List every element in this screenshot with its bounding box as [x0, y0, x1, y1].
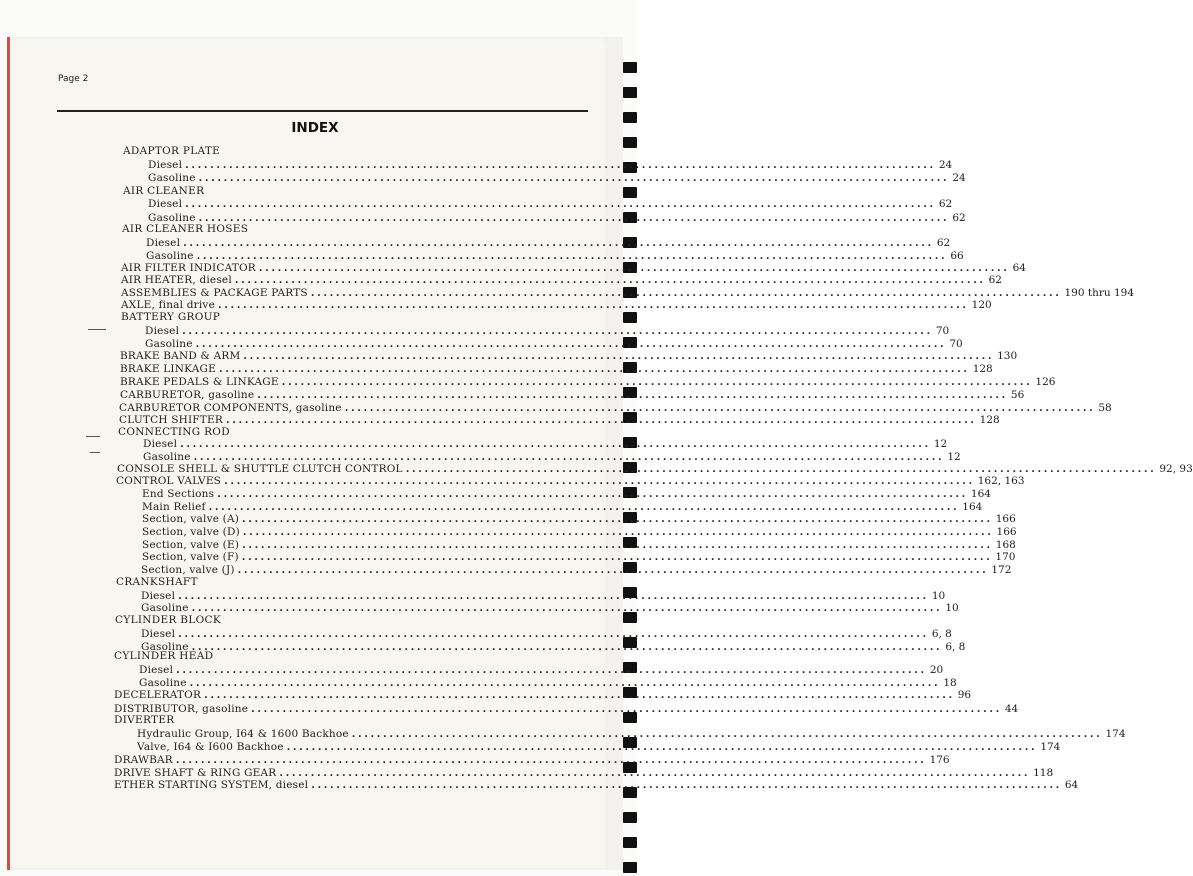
binding-hole	[623, 112, 637, 123]
entry-label: CLUTCH SHIFTER	[119, 414, 223, 426]
index-entry	[120, 363, 993, 375]
dot-leader: ........................................................................................................................	[258, 262, 1010, 274]
index-entry	[141, 602, 959, 614]
entry-label: Section, valve (A)	[142, 513, 240, 525]
entry-page-number: 190 thru 194	[1064, 287, 1135, 299]
entry-label: Gasoline	[141, 602, 189, 614]
dot-leader: ........................................................................................................................	[281, 376, 1033, 388]
index-entry	[141, 590, 946, 602]
entry-label: Diesel	[143, 438, 178, 450]
entry-label: DRIVE SHAFT & RING GEAR	[114, 767, 277, 779]
entry-label: Section, valve (E)	[142, 539, 240, 551]
entry-label: AXLE, final drive	[121, 299, 215, 311]
dot-leader: ........................................................................................................................	[225, 414, 977, 426]
header-rule	[57, 110, 588, 112]
dot-leader: ........................................................................................................................	[242, 513, 993, 525]
index-entry	[139, 664, 944, 676]
dot-leader: ........................................................................................................................	[198, 172, 950, 184]
index-entry	[116, 475, 1025, 487]
dot-leader: ........................................................................................................................	[180, 438, 931, 450]
entry-label: Section, valve (F)	[142, 551, 239, 563]
index-heading: CRANKSHAFT	[116, 576, 198, 588]
entry-label: BRAKE PEDALS & LINKAGE	[120, 376, 279, 388]
entry-label: Valve, I64 & I600 Backhoe	[137, 741, 284, 753]
index-entry	[146, 250, 964, 262]
dot-leader: ........................................................................................................................	[286, 741, 1038, 753]
entry-page-number: 128	[979, 414, 1000, 426]
index-entry	[142, 513, 1016, 525]
entry-page-number: 62	[952, 212, 966, 224]
dot-leader: ........................................................................................................................	[243, 350, 995, 362]
dot-leader: ........................................................................................................................	[234, 274, 986, 286]
entry-label: BRAKE BAND & ARM	[120, 350, 241, 362]
index-entry	[119, 402, 1112, 414]
dot-leader: ........................................................................................................................	[217, 299, 969, 311]
dot-leader: ........................................................................................................................	[178, 590, 929, 602]
binding-hole	[623, 837, 637, 848]
entry-label: Gasoline	[143, 451, 191, 463]
dot-leader: ........................................................................................................................	[344, 402, 1096, 414]
scan-mark	[86, 436, 100, 437]
entry-page-number: 174	[1040, 741, 1061, 753]
scan-mark	[88, 329, 106, 330]
index-entry	[142, 539, 1016, 551]
dot-leader: ........................................................................................................................	[219, 363, 970, 375]
index-entry	[141, 628, 952, 640]
binding-hole	[623, 187, 637, 198]
dot-leader: ........................................................................................................................	[175, 754, 927, 766]
entry-label: Diesel	[145, 325, 180, 337]
index-entry	[143, 451, 961, 463]
index-entry	[114, 689, 972, 701]
entry-page-number: 166	[996, 526, 1017, 538]
entry-page-number: 66	[950, 250, 964, 262]
entry-page-number: 24	[938, 159, 953, 171]
index-entry	[114, 779, 1079, 791]
index-entry	[146, 237, 951, 249]
dot-leader: ........................................................................................................................	[198, 212, 950, 224]
dot-leader: ........................................................................................................................	[204, 689, 955, 701]
entry-page-number: 44	[1004, 703, 1019, 715]
entry-page-number: 62	[938, 198, 953, 210]
dot-leader: ........................................................................................................................	[242, 526, 994, 538]
index-entry	[142, 501, 983, 513]
dot-leader: ........................................................................................................................	[257, 389, 1008, 401]
index-entry	[145, 338, 963, 350]
binding-hole	[623, 137, 637, 148]
dot-leader: ........................................................................................................................	[251, 703, 1002, 715]
entry-label: Diesel	[139, 664, 174, 676]
entry-page-number: 6, 8	[931, 628, 952, 640]
entry-label: Diesel	[141, 628, 176, 640]
entry-page-number: 62	[936, 237, 951, 249]
index-entry	[148, 172, 966, 184]
entry-label: Main Relief	[142, 501, 206, 513]
index-entry	[117, 463, 1193, 475]
entry-page-number: 166	[995, 513, 1016, 525]
entry-label: Gasoline	[139, 677, 187, 689]
dot-leader: ........................................................................................................................	[189, 677, 941, 689]
index-entry	[139, 677, 957, 689]
entry-page-number: 128	[972, 363, 993, 375]
dot-leader: ........................................................................................................................	[351, 728, 1103, 740]
entry-page-number: 126	[1035, 376, 1056, 388]
dot-leader: ........................................................................................................................	[279, 767, 1031, 779]
dot-leader: ........................................................................................................................	[311, 779, 1062, 791]
dot-leader: ........................................................................................................................	[185, 159, 936, 171]
index-entry	[141, 564, 1012, 576]
entry-page-number: 168	[995, 539, 1016, 551]
entry-page-number: 58	[1098, 402, 1112, 414]
binding-hole	[623, 87, 637, 98]
index-entry	[142, 551, 1016, 563]
index-entry	[121, 274, 1002, 286]
entry-label: Gasoline	[145, 338, 193, 350]
index-entry	[143, 438, 948, 450]
index-entry	[120, 350, 1018, 362]
entry-page-number: 92, 93	[1159, 463, 1193, 475]
entry-label: BRAKE LINKAGE	[120, 363, 217, 375]
entry-page-number: 174	[1105, 728, 1126, 740]
entry-label: Gasoline	[148, 212, 196, 224]
index-heading: CYLINDER HEAD	[114, 650, 214, 662]
index-entry	[119, 414, 1000, 426]
dot-leader: ........................................................................................................................	[405, 463, 1157, 475]
index-entry	[148, 198, 953, 210]
dot-leader: ........................................................................................................................	[195, 338, 947, 350]
entry-page-number: 10	[945, 602, 959, 614]
binding-hole	[623, 62, 637, 73]
dot-leader: ........................................................................................................................	[237, 564, 989, 576]
dot-leader: ........................................................................................................................	[208, 501, 960, 513]
index-heading: AIR CLEANER HOSES	[122, 223, 249, 235]
entry-label: ASSEMBLIES & PACKAGE PARTS	[121, 287, 308, 299]
entry-page-number: 20	[929, 664, 944, 676]
entry-label: CARBURETOR COMPONENTS, gasoline	[119, 402, 342, 414]
entry-label: Gasoline	[148, 172, 196, 184]
entry-page-number: 10	[931, 590, 946, 602]
dot-leader: ........................................................................................................................	[196, 250, 948, 262]
index-entry	[137, 728, 1126, 740]
index-heading: BATTERY GROUP	[121, 311, 221, 323]
entry-page-number: 6, 8	[945, 641, 966, 653]
index-entry	[121, 287, 1135, 299]
entry-label: DECELERATOR	[114, 689, 202, 701]
entry-label: End Sections	[142, 488, 215, 500]
entry-label: CONTROL VALVES	[116, 475, 222, 487]
entry-label: Section, valve (D)	[142, 526, 240, 538]
entry-label: AIR FILTER INDICATOR	[121, 262, 256, 274]
entry-page-number: 172	[991, 564, 1012, 576]
dot-leader: ........................................................................................................................	[176, 664, 927, 676]
scan-mark	[90, 452, 100, 453]
page-label: Page 2	[58, 74, 89, 84]
entry-page-number: 164	[962, 501, 983, 513]
index-entry	[137, 741, 1061, 753]
dot-leader: ........................................................................................................................	[224, 475, 975, 487]
entry-label: Section, valve (J)	[141, 564, 235, 576]
entry-label: AIR HEATER, diesel	[121, 274, 232, 286]
entry-page-number: 176	[929, 754, 950, 766]
entry-label: CARBURETOR, gasoline	[120, 389, 255, 401]
entry-label: Diesel	[141, 590, 176, 602]
index-entry	[145, 325, 950, 337]
dot-leader: ........................................................................................................................	[182, 325, 933, 337]
index-entry	[121, 299, 992, 311]
entry-page-number: 24	[952, 172, 966, 184]
index-heading: CYLINDER BLOCK	[115, 614, 221, 626]
entry-label: Diesel	[146, 237, 181, 249]
entry-label: DISTRIBUTOR, gasoline	[114, 703, 249, 715]
entry-page-number: 64	[1064, 779, 1079, 791]
entry-page-number: 164	[970, 488, 991, 500]
index-title: INDEX	[291, 120, 339, 136]
entry-label: Hydraulic Group, I64 & 1600 Backhoe	[137, 728, 349, 740]
dot-leader: ........................................................................................................................	[183, 237, 934, 249]
dot-leader: ........................................................................................................................	[185, 198, 936, 210]
entry-label: CONSOLE SHELL & SHUTTLE CLUTCH CONTROL	[117, 463, 403, 475]
index-heading: AIR CLEANER	[123, 185, 205, 197]
binding-hole	[623, 312, 637, 323]
dot-leader: ........................................................................................................................	[178, 628, 929, 640]
entry-page-number: 64	[1012, 262, 1026, 274]
index-entry	[142, 526, 1017, 538]
entry-label: Diesel	[148, 198, 183, 210]
entry-page-number: 70	[949, 338, 963, 350]
index-heading: ADAPTOR PLATE	[123, 145, 221, 157]
index-entry	[120, 389, 1025, 401]
entry-page-number: 96	[957, 689, 972, 701]
dot-leader: ........................................................................................................................	[191, 602, 943, 614]
index-entry	[142, 488, 991, 500]
entry-page-number: 118	[1033, 767, 1054, 779]
entry-page-number: 12	[947, 451, 961, 463]
entry-page-number: 62	[988, 274, 1002, 286]
entry-label: DRAWBAR	[114, 754, 173, 766]
entry-page-number: 56	[1010, 389, 1025, 401]
entry-page-number: 120	[971, 299, 992, 311]
entry-label: Gasoline	[141, 641, 189, 653]
index-entry	[148, 159, 953, 171]
entry-page-number: 70	[935, 325, 950, 337]
entry-page-number: 162, 163	[977, 475, 1025, 487]
index-entry	[114, 767, 1054, 779]
index-entry	[121, 262, 1026, 274]
index-heading: DIVERTER	[114, 714, 175, 726]
dot-leader: ........................................................................................................................	[217, 488, 968, 500]
entry-page-number: 18	[943, 677, 957, 689]
binding-hole	[623, 812, 637, 823]
index-entry	[120, 376, 1056, 388]
entry-page-number: 170	[995, 551, 1016, 563]
dot-leader: ........................................................................................................................	[241, 551, 993, 563]
dot-leader: ........................................................................................................................	[191, 641, 943, 653]
entry-page-number: 12	[933, 438, 948, 450]
entry-page-number: 130	[997, 350, 1018, 362]
entry-label: ETHER STARTING SYSTEM, diesel	[114, 779, 309, 791]
dot-leader: ........................................................................................................................	[193, 451, 945, 463]
index-entry	[114, 754, 950, 766]
dot-leader: ........................................................................................................................	[310, 287, 1062, 299]
index-heading: CONNECTING ROD	[118, 426, 230, 438]
dot-leader: ........................................................................................................................	[242, 539, 993, 551]
entry-label: Diesel	[148, 159, 183, 171]
entry-label: Gasoline	[146, 250, 194, 262]
binding-hole	[623, 862, 637, 873]
